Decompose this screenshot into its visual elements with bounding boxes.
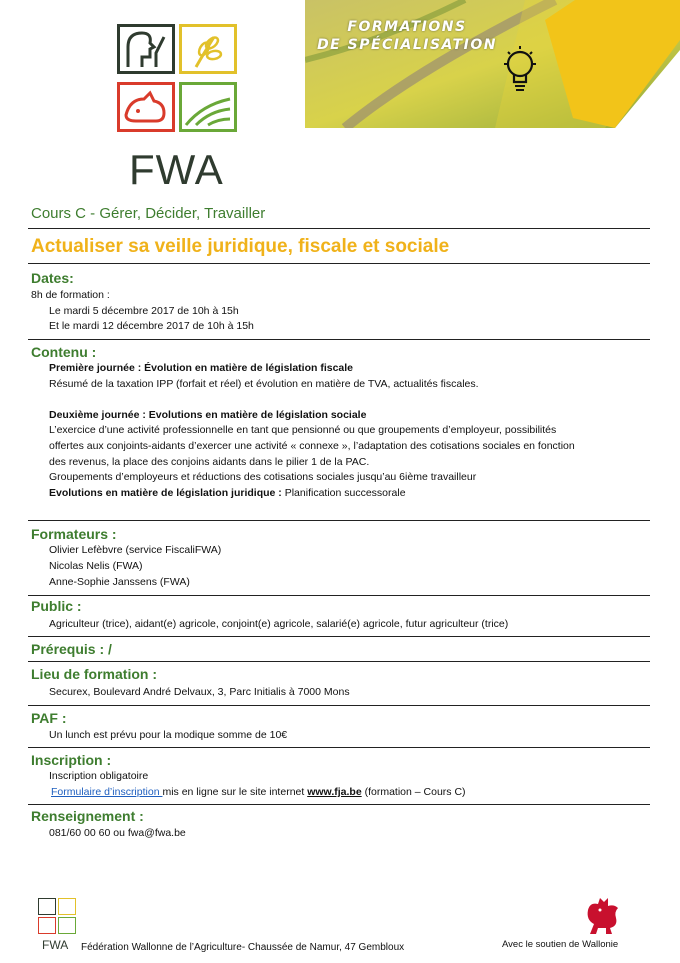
lieu-text: Securex, Boulevard André Delvaux, 3, Parc Initialis à 7000 Mons bbox=[49, 686, 350, 698]
inscription-line2 bbox=[51, 786, 466, 798]
inscription-form-link[interactable]: Formulaire d’inscription bbox=[51, 786, 163, 798]
support-region: Wallonie bbox=[582, 939, 619, 950]
farmer-profile-icon bbox=[117, 24, 175, 74]
fwa-logo bbox=[115, 22, 241, 192]
dates-heading: Dates: bbox=[31, 270, 74, 286]
juridique-line bbox=[49, 487, 406, 499]
contenu-heading: Contenu : bbox=[31, 344, 97, 360]
lieu-heading: Lieu de formation : bbox=[31, 666, 157, 682]
inscription-end-text: (formation – Cours C) bbox=[361, 786, 466, 798]
course-label: Cours C - Gérer, Décider, Travailler bbox=[31, 205, 266, 222]
divider bbox=[28, 804, 650, 805]
dates-day1: Le mardi 5 décembre 2017 de 10h à 15h bbox=[49, 305, 239, 317]
wallonie-rooster-icon bbox=[580, 894, 624, 938]
divider bbox=[28, 747, 650, 748]
cow-icon bbox=[117, 82, 175, 132]
banner-title: FORMATIONS DE SPÉCIALISATION bbox=[317, 19, 497, 53]
day2-line: des revenus, la place des conjoins aidants dans le pilier 1 de la PAC. bbox=[49, 456, 370, 468]
divider bbox=[28, 520, 650, 521]
inscription-line1: Inscription obligatoire bbox=[49, 770, 149, 782]
day2-line: offertes aux conjoints-aidants d’exercer une activité « connexe », l’adaptation des cotisations sociales en fonction bbox=[49, 440, 575, 452]
cow-icon bbox=[38, 917, 56, 934]
divider bbox=[28, 661, 650, 662]
footer-org-short: FWA bbox=[42, 938, 69, 952]
paf-heading: PAF : bbox=[31, 710, 67, 726]
juridique-label: Evolutions en matière de législation juridique : bbox=[49, 487, 282, 499]
formateur-name: Anne-Sophie Janssens (FWA) bbox=[49, 576, 190, 588]
day2-line: Groupements d’employeurs et réductions des cotisations sociales jusqu’au 6ième travailleur bbox=[49, 471, 477, 483]
prerequis-heading: Prérequis : / bbox=[31, 641, 112, 657]
footer-address: Fédération Wallonne de l’Agriculture- Chaussée de Namur, 47 Gembloux bbox=[81, 942, 405, 953]
public-text: Agriculteur (trice), aidant(e) agricole, conjoint(e) agricole, salarié(e) agricole, futur agriculteur (trice) bbox=[49, 618, 509, 630]
page-title: Actualiser sa veille juridique, fiscale et sociale bbox=[31, 236, 450, 257]
divider bbox=[28, 595, 650, 596]
divider bbox=[28, 263, 650, 264]
inscription-mid-text: mis en ligne sur le site internet bbox=[162, 786, 308, 798]
support-line bbox=[502, 939, 618, 950]
divider bbox=[28, 705, 650, 706]
dates-intro: 8h de formation : bbox=[31, 289, 110, 301]
footer-logo bbox=[38, 898, 78, 938]
field-icon bbox=[179, 82, 237, 132]
renseignement-heading: Renseignement : bbox=[31, 808, 144, 824]
lightbulb-icon bbox=[500, 44, 540, 98]
divider bbox=[28, 636, 650, 637]
dates-day2: Et le mardi 12 décembre 2017 de 10h à 15h bbox=[49, 320, 254, 332]
support-prefix: Avec le soutien de bbox=[502, 939, 583, 950]
juridique-text: Planification successorale bbox=[284, 487, 406, 499]
renseignement-text: 081/60 00 60 ou fwa@fwa.be bbox=[49, 827, 186, 839]
day2-title: Deuxième journée : Evolutions en matière de législation sociale bbox=[49, 409, 367, 421]
site-link[interactable]: www.fja.be bbox=[307, 786, 362, 798]
inscription-heading: Inscription : bbox=[31, 752, 112, 768]
divider bbox=[28, 228, 650, 229]
wheat-icon bbox=[179, 24, 237, 74]
day1-text: Résumé de la taxation IPP (forfait et réel) et évolution en matière de TVA, actualités fiscales. bbox=[49, 378, 479, 390]
formateurs-heading: Formateurs : bbox=[31, 526, 117, 542]
public-heading: Public : bbox=[31, 598, 82, 614]
wheat-icon bbox=[58, 898, 76, 915]
formateur-name: Nicolas Nelis (FWA) bbox=[49, 560, 143, 572]
day1-title: Première journée : Évolution en matière de législation fiscale bbox=[49, 362, 354, 374]
paf-text: Un lunch est prévu pour la modique somme de 10€ bbox=[49, 729, 288, 741]
divider bbox=[28, 339, 650, 340]
logo-wordmark: FWA bbox=[129, 146, 224, 193]
farmer-profile-icon bbox=[38, 898, 56, 915]
day2-line: L’exercice d’une activité professionnelle en tant que pensionné ou que groupements d’employeur, possibilités bbox=[49, 424, 557, 436]
formateur-name: Olivier Lefèbvre (service FiscaliFWA) bbox=[49, 544, 222, 556]
field-icon bbox=[58, 917, 76, 934]
